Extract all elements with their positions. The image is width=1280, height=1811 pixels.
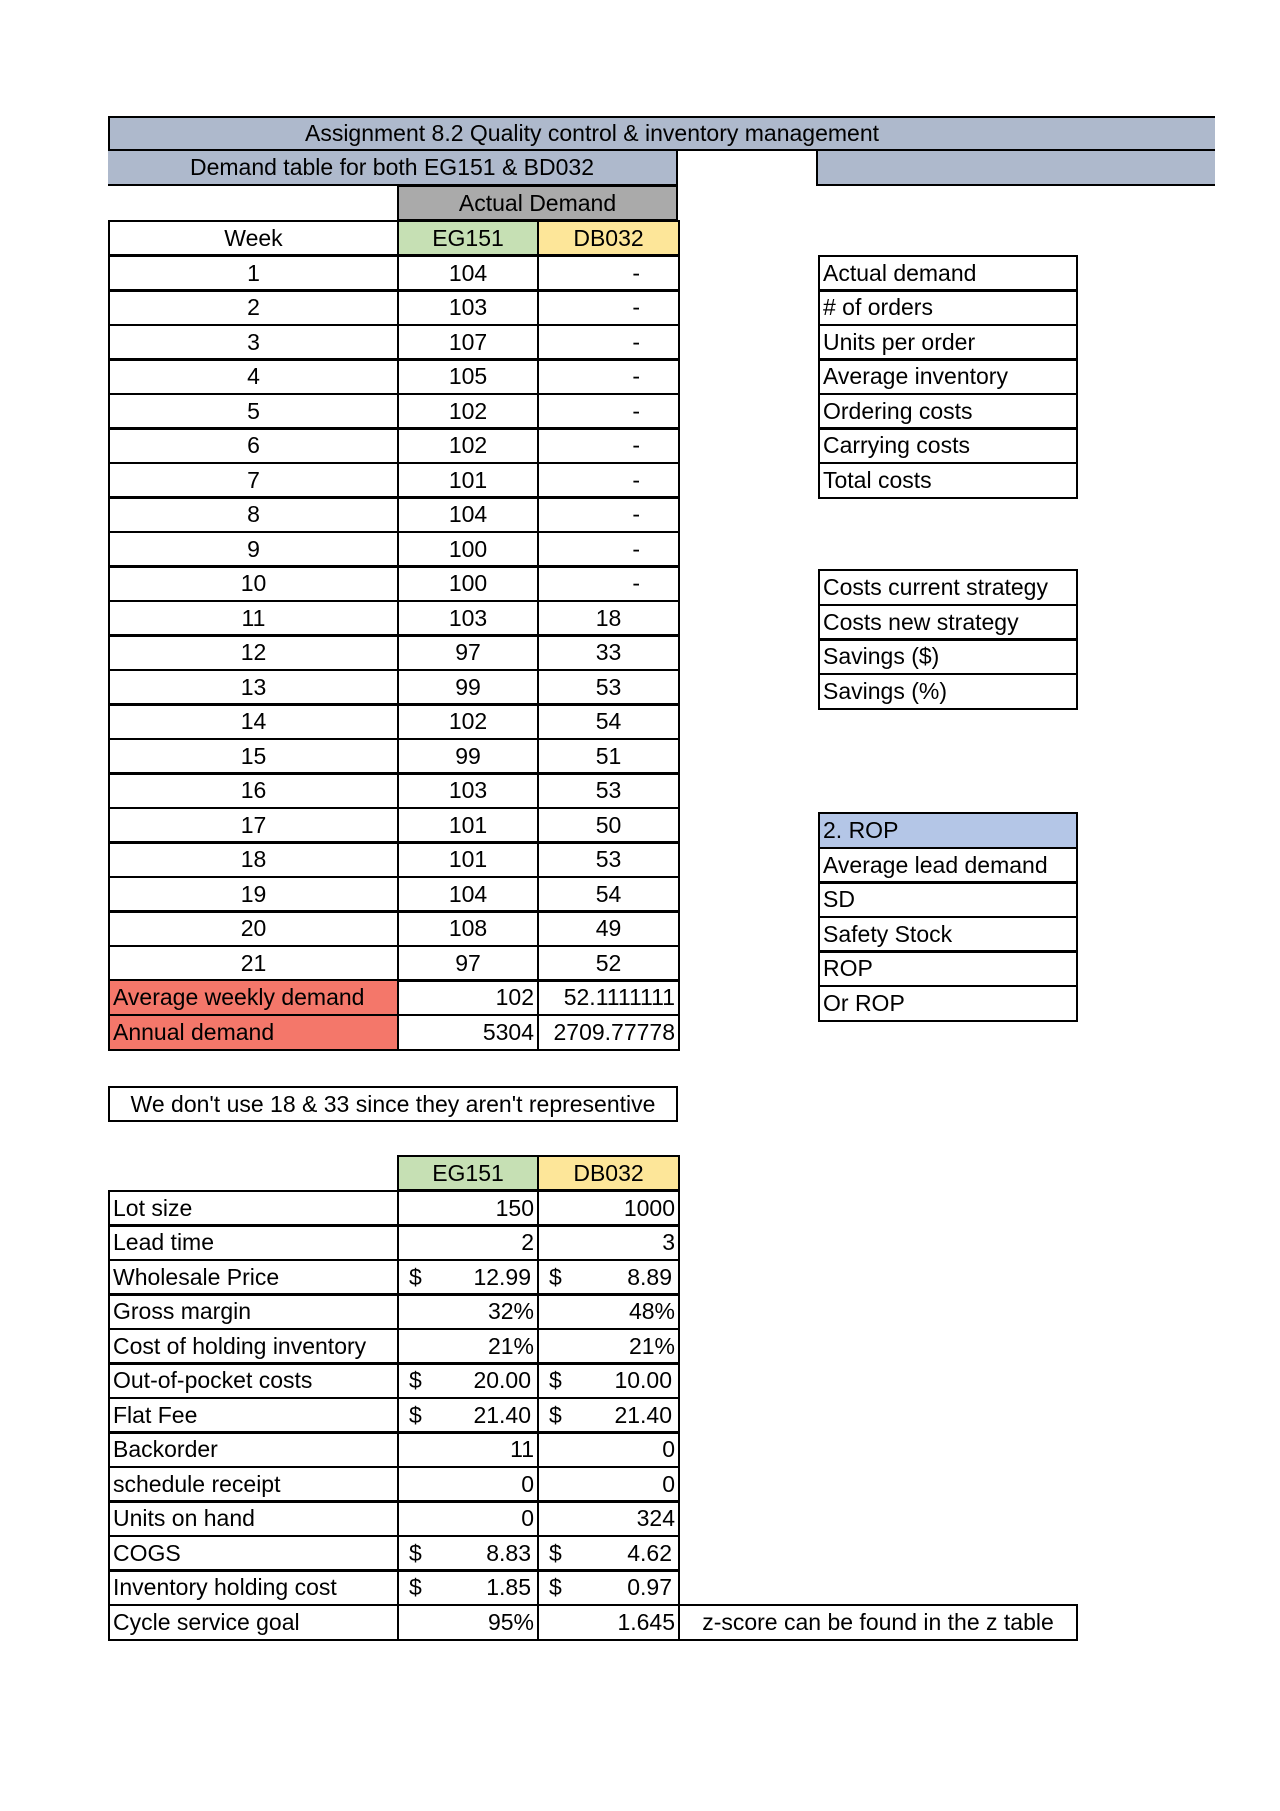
db032-param-value: [537, 1604, 680, 1641]
actual-demand-header: Actual Demand: [397, 185, 678, 221]
eg151-param-number: 21.40: [473, 1402, 531, 1428]
db032-demand-cell: -: [537, 393, 680, 430]
week-cell: 14: [108, 703, 399, 740]
week-column-header: Week: [108, 220, 399, 256]
eg151-demand-cell: 97: [397, 945, 539, 982]
week-cell: 10: [108, 565, 399, 602]
week-cell: 15: [108, 738, 399, 775]
costs-box-item: Actual demand: [818, 255, 1078, 292]
param-label: COGS: [108, 1535, 399, 1572]
currency-symbol: $: [549, 1367, 562, 1393]
db032-param-value: [537, 1431, 680, 1468]
eg151-param-number: 95%: [487, 1609, 534, 1635]
eg151-demand-cell: 104: [397, 255, 539, 292]
eg151-demand-cell: 102: [397, 703, 539, 740]
eg151-demand-cell: 100: [397, 531, 539, 568]
eg151-param-value: [397, 1224, 539, 1261]
db032-param-number: 1000: [623, 1195, 675, 1221]
eg151-summary-value: 102: [397, 979, 539, 1016]
db032-demand-cell: 53: [537, 669, 680, 706]
db032-param-value: [537, 1259, 680, 1296]
week-cell: 6: [108, 427, 399, 464]
db032-column-header: DB032: [537, 220, 680, 256]
week-cell: 9: [108, 531, 399, 568]
db032-demand-cell: 53: [537, 772, 680, 809]
eg151-param-number: 20.00: [473, 1367, 531, 1393]
db032-demand-cell: -: [537, 531, 680, 568]
params-db032-header: DB032: [537, 1155, 680, 1191]
eg151-param-value: [397, 1466, 539, 1503]
currency-symbol: $: [549, 1402, 562, 1428]
strategy-box-item: Savings ($): [818, 638, 1078, 675]
zscore-note: z-score can be found in the z table: [678, 1604, 1078, 1641]
costs-box-item: Units per order: [818, 324, 1078, 361]
currency-symbol: $: [549, 1574, 562, 1600]
db032-demand-cell: -: [537, 358, 680, 395]
week-cell: 16: [108, 772, 399, 809]
db032-param-value: [537, 1362, 680, 1399]
eg151-param-value: [397, 1604, 539, 1641]
note-box: We don't use 18 & 33 since they aren't representive: [108, 1086, 678, 1122]
rop-item: ROP: [818, 950, 1078, 987]
eg151-column-header: EG151: [397, 220, 539, 256]
eg151-demand-cell: 108: [397, 910, 539, 947]
db032-demand-cell: 52: [537, 945, 680, 982]
currency-symbol: $: [549, 1264, 562, 1290]
db032-demand-cell: 33: [537, 634, 680, 671]
week-cell: 12: [108, 634, 399, 671]
costs-box-item: # of orders: [818, 289, 1078, 326]
db032-param-number: 10.00: [614, 1367, 672, 1393]
eg151-param-value: [397, 1569, 539, 1606]
eg151-param-number: 0: [521, 1505, 534, 1531]
eg151-param-value: [397, 1293, 539, 1330]
eg151-param-value: [397, 1362, 539, 1399]
eg151-param-value: [397, 1535, 539, 1572]
currency-symbol: $: [409, 1402, 422, 1428]
db032-param-number: 21.40: [614, 1402, 672, 1428]
week-cell: 2: [108, 289, 399, 326]
costs-box-item: Carrying costs: [818, 427, 1078, 464]
param-label: Gross margin: [108, 1293, 399, 1330]
param-label: Inventory holding cost: [108, 1569, 399, 1606]
eg151-param-number: 2: [521, 1229, 534, 1255]
eg151-demand-cell: 105: [397, 358, 539, 395]
week-cell: 1: [108, 255, 399, 292]
costs-box-item: Average inventory: [818, 358, 1078, 395]
week-cell: 3: [108, 324, 399, 361]
currency-symbol: $: [549, 1540, 562, 1566]
db032-param-number: 4.62: [627, 1540, 672, 1566]
summary-label: Average weekly demand: [108, 979, 399, 1016]
db032-summary-value: 52.1111111: [537, 979, 680, 1016]
db032-param-number: 1.645: [617, 1609, 675, 1635]
rop-item: SD: [818, 881, 1078, 918]
strategy-box-item: Costs new strategy: [818, 604, 1078, 641]
eg151-demand-cell: 102: [397, 427, 539, 464]
week-cell: 20: [108, 910, 399, 947]
param-label: Lot size: [108, 1190, 399, 1227]
db032-demand-cell: 50: [537, 807, 680, 844]
param-label: Cycle service goal: [108, 1604, 399, 1641]
eg151-param-number: 11: [510, 1436, 534, 1462]
db032-param-number: 21%: [628, 1333, 675, 1359]
db032-demand-cell: -: [537, 255, 680, 292]
db032-param-value: [537, 1569, 680, 1606]
eg151-demand-cell: 104: [397, 496, 539, 533]
db032-demand-cell: -: [537, 324, 680, 361]
db032-demand-cell: -: [537, 462, 680, 499]
db032-param-number: 0: [662, 1436, 675, 1462]
eg151-param-value: [397, 1328, 539, 1365]
sheet-title: Assignment 8.2 Quality control & inventory management: [304, 120, 879, 146]
eg151-demand-cell: 107: [397, 324, 539, 361]
costs-box-item: Total costs: [818, 462, 1078, 499]
demand-table-subtitle: Demand table for both EG151 & BD032: [108, 151, 678, 186]
eg151-param-number: 21%: [487, 1333, 534, 1359]
week-cell: 8: [108, 496, 399, 533]
currency-symbol: $: [409, 1367, 422, 1393]
eg151-demand-cell: 101: [397, 841, 539, 878]
eg151-param-number: 150: [495, 1195, 534, 1221]
eg151-param-value: [397, 1431, 539, 1468]
db032-param-value: [537, 1224, 680, 1261]
eg151-demand-cell: 100: [397, 565, 539, 602]
db032-param-value: [537, 1466, 680, 1503]
db032-param-value: [537, 1535, 680, 1572]
eg151-summary-value: 5304: [397, 1014, 539, 1051]
currency-symbol: $: [409, 1264, 422, 1290]
strategy-box-item: Savings (%): [818, 673, 1078, 710]
week-cell: 18: [108, 841, 399, 878]
db032-param-value: [537, 1293, 680, 1330]
rop-item: Safety Stock: [818, 916, 1078, 953]
param-label: Backorder: [108, 1431, 399, 1468]
db032-param-value: [537, 1190, 680, 1227]
db032-demand-cell: 53: [537, 841, 680, 878]
rop-header: 2. ROP: [818, 812, 1078, 849]
eg151-param-number: 0: [521, 1471, 534, 1497]
week-cell: 21: [108, 945, 399, 982]
param-label: Units on hand: [108, 1500, 399, 1537]
param-label: Out-of-pocket costs: [108, 1362, 399, 1399]
week-cell: 13: [108, 669, 399, 706]
db032-demand-cell: 54: [537, 876, 680, 913]
eg151-demand-cell: 99: [397, 669, 539, 706]
eg151-demand-cell: 99: [397, 738, 539, 775]
week-cell: 7: [108, 462, 399, 499]
currency-symbol: $: [409, 1540, 422, 1566]
eg151-demand-cell: 101: [397, 462, 539, 499]
week-cell: 11: [108, 600, 399, 637]
costs-box-item: Ordering costs: [818, 393, 1078, 430]
eg151-demand-cell: 102: [397, 393, 539, 430]
eg151-demand-cell: 103: [397, 600, 539, 637]
db032-param-number: 3: [662, 1229, 675, 1255]
db032-param-number: 0.97: [627, 1574, 672, 1600]
eg151-param-number: 12.99: [473, 1264, 531, 1290]
db032-demand-cell: 51: [537, 738, 680, 775]
eg151-param-value: [397, 1190, 539, 1227]
eg151-param-value: [397, 1259, 539, 1296]
db032-demand-cell: 49: [537, 910, 680, 947]
db032-demand-cell: -: [537, 427, 680, 464]
rop-item: Or ROP: [818, 985, 1078, 1022]
db032-demand-cell: -: [537, 289, 680, 326]
week-cell: 4: [108, 358, 399, 395]
currency-symbol: $: [409, 1574, 422, 1600]
eg151-param-value: [397, 1397, 539, 1434]
param-label: Lead time: [108, 1224, 399, 1261]
param-label: Wholesale Price: [108, 1259, 399, 1296]
db032-param-value: [537, 1500, 680, 1537]
db032-demand-cell: -: [537, 496, 680, 533]
eg151-demand-cell: 101: [397, 807, 539, 844]
title-right-band: [816, 151, 1215, 186]
eg151-param-number: 8.83: [486, 1540, 531, 1566]
db032-summary-value: 2709.77778: [537, 1014, 680, 1051]
db032-param-value: [537, 1397, 680, 1434]
eg151-demand-cell: 104: [397, 876, 539, 913]
summary-label: Annual demand: [108, 1014, 399, 1051]
params-eg151-header: EG151: [397, 1155, 539, 1191]
db032-demand-cell: -: [537, 565, 680, 602]
db032-demand-cell: 18: [537, 600, 680, 637]
week-cell: 19: [108, 876, 399, 913]
week-cell: 17: [108, 807, 399, 844]
eg151-param-number: 32%: [487, 1298, 534, 1324]
db032-demand-cell: 54: [537, 703, 680, 740]
param-label: schedule receipt: [108, 1466, 399, 1503]
eg151-param-value: [397, 1500, 539, 1537]
eg151-param-number: 1.85: [486, 1574, 531, 1600]
param-label: Cost of holding inventory: [108, 1328, 399, 1365]
week-cell: 5: [108, 393, 399, 430]
db032-param-number: 324: [636, 1505, 675, 1531]
db032-param-number: 48%: [628, 1298, 675, 1324]
eg151-demand-cell: 103: [397, 772, 539, 809]
db032-param-value: [537, 1328, 680, 1365]
db032-param-number: 0: [662, 1471, 675, 1497]
eg151-demand-cell: 97: [397, 634, 539, 671]
rop-item: Average lead demand: [818, 847, 1078, 884]
db032-param-number: 8.89: [627, 1264, 672, 1290]
param-label: Flat Fee: [108, 1397, 399, 1434]
strategy-box-item: Costs current strategy: [818, 569, 1078, 606]
eg151-demand-cell: 103: [397, 289, 539, 326]
